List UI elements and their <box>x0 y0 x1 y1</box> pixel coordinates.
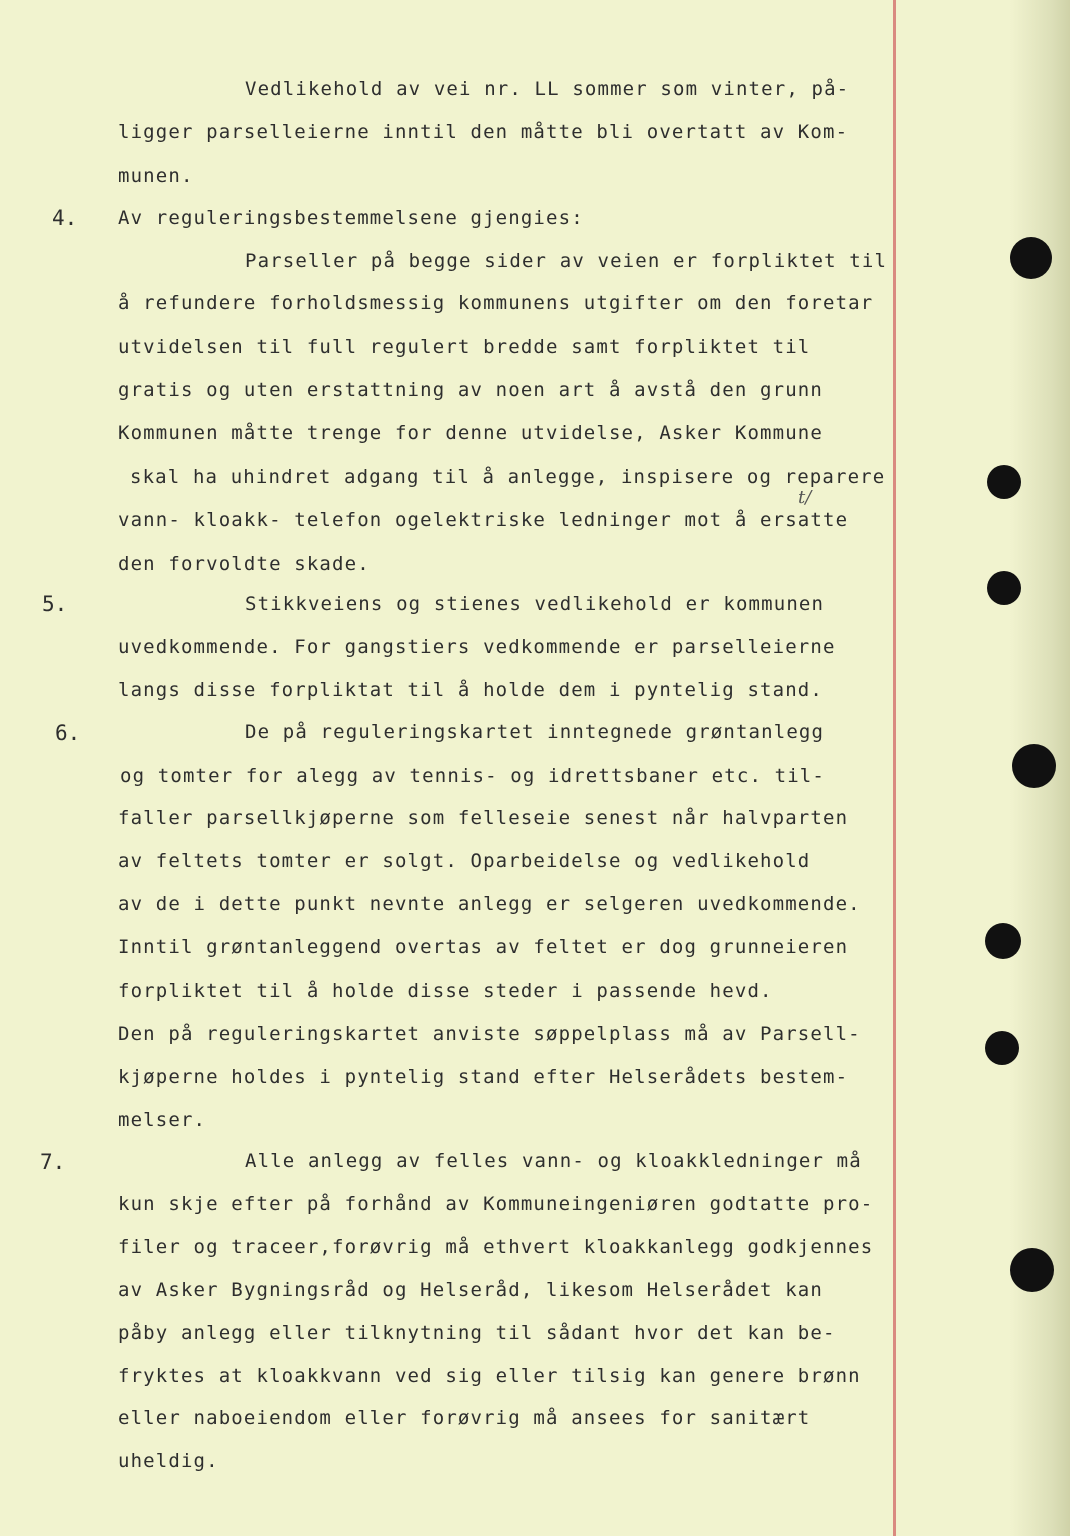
punch-hole <box>985 923 1021 959</box>
text-line: forpliktet til å holde disse steder i passende hevd. <box>118 980 773 1002</box>
text-line: av Asker Bygningsråd og Helseråd, likesom Helserådet kan <box>118 1279 823 1301</box>
punch-hole <box>987 571 1021 605</box>
text-line: Alle anlegg av felles vann- og kloakkledninger må <box>245 1150 862 1172</box>
text-line: fryktes at kloakkvann ved sig eller tilsig kan genere brønn <box>118 1365 861 1387</box>
text-line: skal ha uhindret adgang til å anlegge, inspisere og reparere <box>130 466 886 488</box>
text-line: kjøperne holdes i pyntelig stand efter Helserådets bestem- <box>118 1066 849 1088</box>
text-line: Parseller på begge sider av veien er forpliktet til <box>245 250 888 272</box>
text-line: Den på reguleringskartet anviste søppelplass må av Parsell- <box>118 1023 861 1045</box>
handwritten-correction: t/ <box>798 487 812 508</box>
text-line: ligger parselleierne inntil den måtte bli overtatt av Kom- <box>118 121 849 143</box>
text-line: langs disse forpliktat til å holde dem i pyntelig stand. <box>118 679 823 701</box>
red-margin-line <box>893 0 896 1536</box>
text-line: uheldig. <box>118 1450 219 1472</box>
text-line: munen. <box>118 165 194 187</box>
section-number-5: 5. <box>42 592 68 616</box>
text-line: uvedkommende. For gangstiers vedkommende er parselleierne <box>118 636 836 658</box>
text-line: filer og traceer,forøvrig må ethvert kloakkanlegg godkjennes <box>118 1236 874 1258</box>
section-number-4: 4. <box>52 206 78 230</box>
text-line: faller parsellkjøperne som felleseie senest når halvparten <box>118 807 849 829</box>
text-line: påby anlegg eller tilknytning til sådant hvor det kan be- <box>118 1322 836 1344</box>
text-line: Inntil grøntanleggend overtas av feltet er dog grunneieren <box>118 936 849 958</box>
text-line: utvidelsen til full regulert bredde samt forpliktet til <box>118 336 811 358</box>
section-number-6: 6. <box>55 721 81 745</box>
text-line: av de i dette punkt nevnte anlegg er selgeren uvedkommende. <box>118 893 861 915</box>
text-line: Av reguleringsbestemmelsene gjengies: <box>118 207 584 229</box>
punch-hole <box>987 465 1021 499</box>
text-line: vann- kloakk- telefon ogelektriske ledninger mot å ersatte <box>118 509 849 531</box>
punch-hole <box>985 1031 1019 1065</box>
text-line: den forvoldte skade. <box>118 553 370 575</box>
text-line: melser. <box>118 1109 207 1131</box>
punch-hole <box>1010 237 1052 279</box>
text-line: Vedlikehold av vei nr. LL sommer som vinter, på- <box>245 78 850 100</box>
section-number-7: 7. <box>40 1150 66 1174</box>
text-line: og tomter for alegg av tennis- og idrettsbaner etc. til- <box>120 765 825 787</box>
text-line: av feltets tomter er solgt. Oparbeidelse og vedlikehold <box>118 850 811 872</box>
text-line: De på reguleringskartet inntegnede grøntanlegg <box>245 721 825 743</box>
punch-hole <box>1010 1248 1054 1292</box>
text-line: kun skje efter på forhånd av Kommuneingeniøren godtatte pro- <box>118 1193 874 1215</box>
text-line: å refundere forholdsmessig kommunens utgifter om den foretar <box>118 292 874 314</box>
text-line: eller naboeiendom eller forøvrig må ansees for sanitært <box>118 1407 811 1429</box>
text-line: Stikkveiens og stienes vedlikehold er kommunen <box>245 593 825 615</box>
text-line: Kommunen måtte trenge for denne utvidelse, Asker Kommune <box>118 422 823 444</box>
text-line: gratis og uten erstattning av noen art å avstå den grunn <box>118 379 823 401</box>
punch-hole <box>1012 744 1056 788</box>
